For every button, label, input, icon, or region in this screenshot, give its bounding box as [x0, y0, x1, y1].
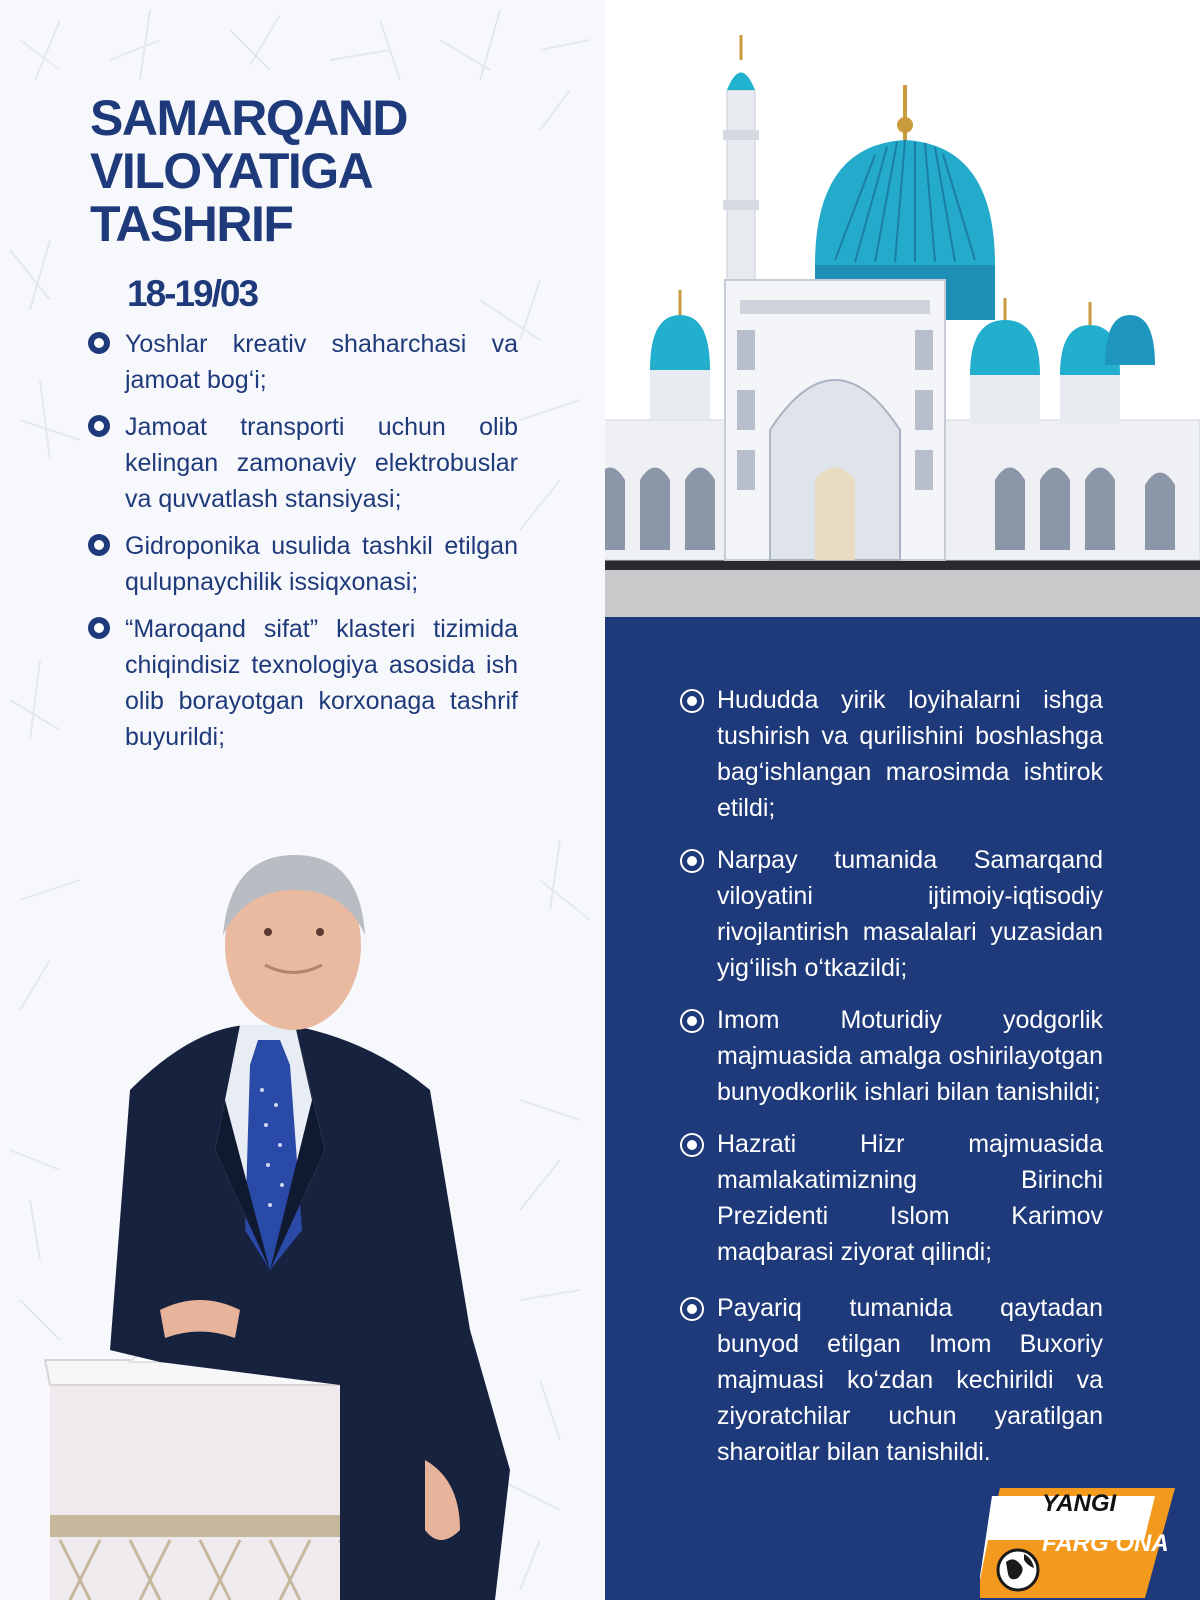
list-item [680, 1290, 1103, 1470]
list-item-text: Narpay tumanida Samarqand viloyatini ijtimoiy-iqtisodiy rivojlantirish masalalari yuzasidan yig‘ilish o‘tkazildi; [717, 846, 1103, 982]
bullet-ring-icon [88, 617, 110, 639]
list-item-text: Hazrati Hizr majmuasida mamlakatimizning Birinchi Prezidenti Islom Karimov maqbarasi ziyorat qilindi; [717, 1130, 1103, 1266]
list-item-text: Yoshlar kreativ shaharchasi va jamoat bog‘i; [125, 330, 518, 394]
logo-text-bottom: FARG‘ONA [1042, 1530, 1169, 1557]
page-title [90, 92, 407, 251]
left-visit-list [88, 326, 518, 766]
title-line-1: SAMARQAND [90, 90, 408, 146]
list-item [88, 611, 518, 755]
bullet-ring-icon [680, 1297, 704, 1321]
president-photo [40, 850, 520, 1600]
bullet-ring-icon [680, 689, 704, 713]
bullet-ring-icon [680, 1009, 704, 1033]
logo-text-top: YANGI [1042, 1490, 1117, 1517]
list-item-text: Imom Moturidiy yodgorlik majmuasida amalga oshirilayotgan bunyodkorlik ishlari bilan tanishildi; [717, 1006, 1103, 1106]
list-item-text: Jamoat transporti uchun olib kelingan zamonaviy elektrobuslar va quvvatlash stansiyasi; [125, 413, 518, 513]
list-item [680, 842, 1103, 986]
list-item [88, 409, 518, 517]
title-line-3: TASHRIF [90, 196, 293, 252]
bullet-ring-icon [680, 1133, 704, 1157]
globe-icon [998, 1550, 1038, 1590]
list-item [88, 326, 518, 398]
list-item-text: Gidroponika usulida tashkil etilgan qulupnaychilik issiqxonasi; [125, 532, 518, 596]
list-item [680, 1126, 1103, 1270]
mosque-image-area [605, 0, 1200, 617]
visit-date: 18-19/03 [127, 273, 258, 314]
list-item [88, 528, 518, 600]
list-item-text: “Maroqand sifat” klasteri tizimida chiqindisiz texnologiya asosida ish olib borayotgan korxonaga tashrif buyurildi; [125, 615, 518, 751]
list-item [680, 682, 1103, 826]
bullet-ring-icon [88, 332, 110, 354]
title-line-2: VILOYATIGA [90, 143, 373, 199]
bullet-ring-icon [88, 534, 110, 556]
right-visit-list [680, 682, 1103, 1470]
bullet-ring-icon [88, 415, 110, 437]
bullet-ring-icon [680, 849, 704, 873]
mosque-illustration [605, 30, 1200, 617]
list-item-text: Hududda yirik loyihalarni ishga tushirish va qurilishini boshlashga bag‘ishlangan marosimda ishtirok etildi; [717, 686, 1103, 822]
right-panel [605, 617, 1200, 1600]
list-item [680, 1002, 1103, 1110]
list-item-text: Payariq tumanida qaytadan bunyod etilgan Imom Buxoriy majmuasi ko‘zdan kechirildi va ziyoratchilar uchun yaratilgan sharoitlar bilan tanishildi. [717, 1294, 1103, 1466]
